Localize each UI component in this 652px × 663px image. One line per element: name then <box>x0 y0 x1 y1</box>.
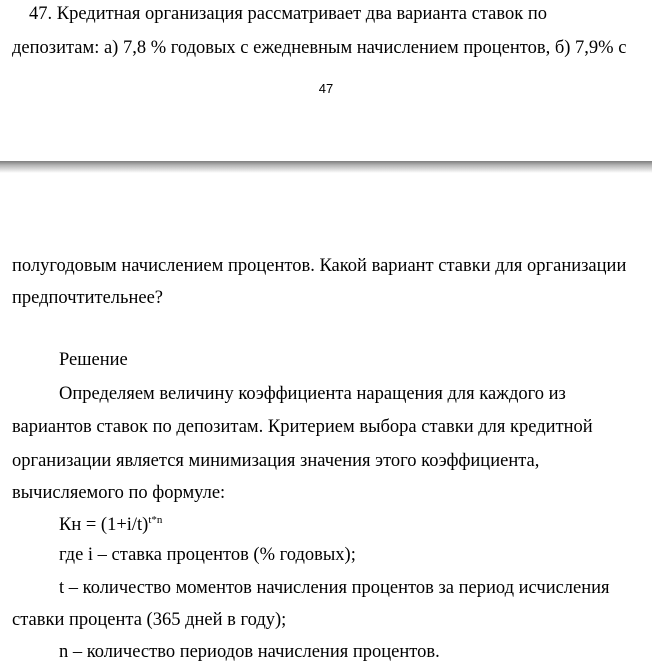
solution-paragraph-line-1: Определяем величину коэффициента наращения для каждого из <box>59 384 566 404</box>
formula-base: Кн = (1+i/t) <box>59 515 149 535</box>
page-break-divider <box>0 161 652 173</box>
problem-statement-line-1: 47. Кредитная организация рассматривает два варианта ставок по <box>29 4 547 24</box>
formula <box>59 513 162 537</box>
solution-paragraph-line-2: вариантов ставок по депозитам. Критерием выбора ставки для кредитной <box>12 417 593 437</box>
definition-n: n – количество периодов начисления процентов. <box>59 642 440 662</box>
problem-statement-line-4: предпочтительнее? <box>12 288 163 308</box>
definition-t-line-1: t – количество моментов начисления процентов за период исчисления <box>59 578 610 598</box>
solution-paragraph-line-4: вычисляемого по формуле: <box>12 483 226 503</box>
problem-statement-line-3: полугодовым начислением процентов. Какой вариант ставки для организации <box>12 256 627 276</box>
definition-t-line-2: ставки процента (365 дней в году); <box>12 610 287 630</box>
page-number: 47 <box>318 81 334 96</box>
formula-exponent: t*n <box>148 513 163 526</box>
solution-heading: Решение <box>59 350 128 370</box>
definition-i: где i – ставка процентов (% годовых); <box>59 545 356 565</box>
problem-statement-line-2: депозитам: а) 7,8 % годовых с ежедневным начислением процентов, б) 7,9% с <box>12 38 627 58</box>
solution-paragraph-line-3: организации является минимизация значения этого коэффициента, <box>12 451 540 471</box>
